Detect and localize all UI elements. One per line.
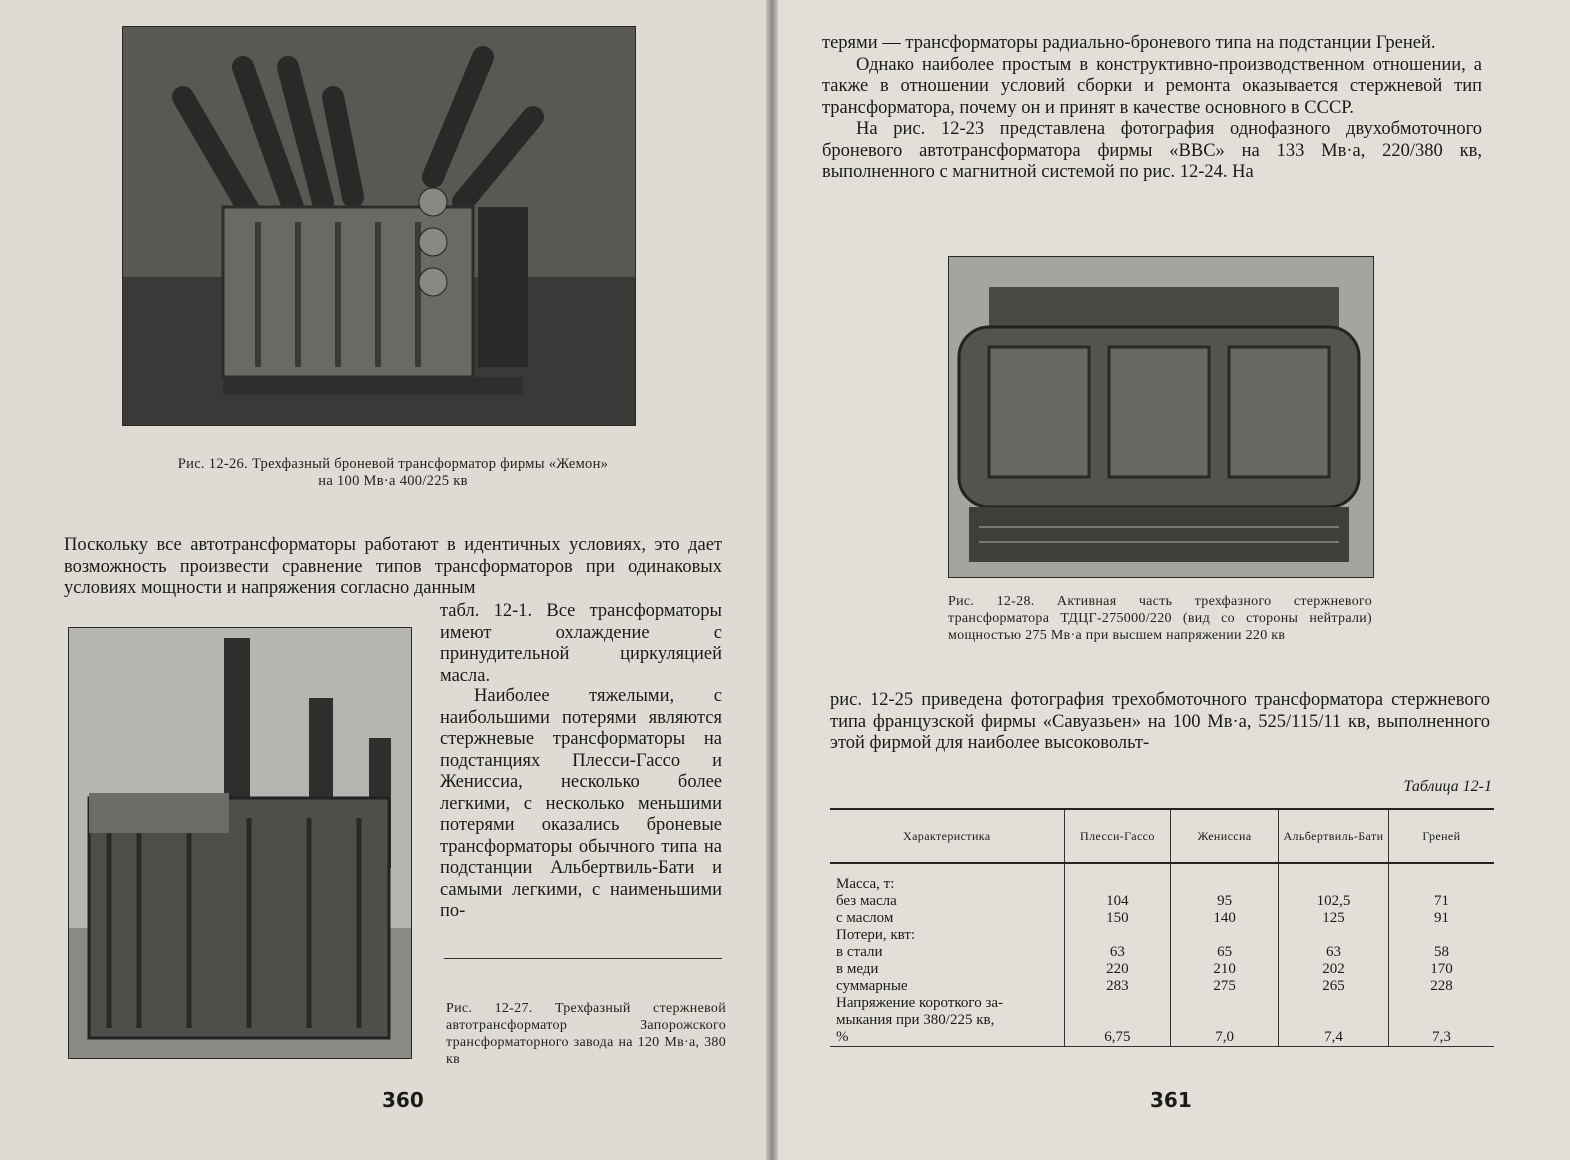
table-cell-value: 63 <box>1064 944 1171 961</box>
table-cell-value <box>1278 863 1388 893</box>
right-paragraph-top-1: терями — трансформаторы радиально-броневого типа на подстанции Греней. <box>822 33 1436 53</box>
table-cell-value: 58 <box>1388 944 1494 961</box>
table-header-cell: Характеристика <box>830 809 1064 863</box>
table-body <box>830 863 1494 1047</box>
table-12-1 <box>830 808 1494 1047</box>
right-paragraphs-top <box>822 33 1482 184</box>
table-row <box>830 944 1494 961</box>
table-cell-value: 104 <box>1064 893 1171 910</box>
left-paragraph-2 <box>440 686 722 923</box>
table-row-label: Масса, т: <box>836 876 895 892</box>
table-cell-value: 140 <box>1171 910 1279 927</box>
table-header-cell: Плесси-Гассо <box>1064 809 1171 863</box>
right-paragraph-mid <box>830 690 1490 755</box>
table-row <box>830 1029 1494 1047</box>
table-cell-value <box>1388 863 1494 893</box>
right-paragraph-top-3: На рис. 12-23 представлена фотография однофазного двухобмоточного броневого автотрансформатора фирмы «ВВС» на 133 Мв·а, 220/380 кв, выполненного с магнитной системой по рис. 12-24. На <box>822 119 1482 182</box>
table-cell-value: 95 <box>1171 893 1279 910</box>
table-row <box>830 995 1494 1012</box>
table-cell-value <box>1064 995 1171 1012</box>
left-paragraph-1-continuation-text: табл. 12-1. Все трансформаторы имеют охлаждение с принудительной циркуляцией масла. <box>440 601 722 686</box>
figure-12-28-caption-text: Рис. 12-28. Активная часть трехфазного стержневого трансформатора ТДЦГ-275000/220 (вид со стороны нейтрали) мощностью 275 Мв·а при высшем напряжении 220 кв <box>948 594 1372 643</box>
footnote-rule <box>444 958 722 959</box>
left-paragraph-1-text: Поскольку все автотрансформаторы работают в идентичных условиях, это дает возможность произвести сравнение типов трансформаторов при одинаковых условиях мощности и напряжения согласно данным <box>64 535 722 598</box>
table-cell-value <box>1171 863 1279 893</box>
book-gutter <box>766 0 778 1160</box>
table-row-label: % <box>836 1029 849 1045</box>
table-row-label: с маслом <box>836 910 894 926</box>
table-row <box>830 910 1494 927</box>
table-cell-value <box>1278 927 1388 944</box>
table-cell-value: 7,0 <box>1171 1029 1279 1047</box>
table-row <box>830 961 1494 978</box>
table-row-label: Напряжение короткого за- <box>836 995 1004 1011</box>
table-row-label: в стали <box>836 944 883 960</box>
table-cell-value: 275 <box>1171 978 1279 995</box>
figure-12-26-photo <box>122 26 636 426</box>
table-cell-value <box>1171 995 1279 1012</box>
figure-12-26-caption-line2: на 100 Мв·а 400/225 кв <box>318 473 468 489</box>
table-cell-value <box>1278 995 1388 1012</box>
table-row-label: без масла <box>836 893 897 909</box>
table-header-cell: Жениссиа <box>1171 809 1279 863</box>
table-cell-value <box>1064 927 1171 944</box>
table-row-label: Потери, квт: <box>836 927 916 943</box>
figure-12-28-photo <box>948 256 1374 578</box>
table-cell-value: 6,75 <box>1064 1029 1171 1047</box>
table-cell-value: 202 <box>1278 961 1388 978</box>
table-cell-value <box>1171 927 1279 944</box>
table-cell-value: 265 <box>1278 978 1388 995</box>
figure-12-28-caption <box>948 593 1372 644</box>
table-cell-value: 170 <box>1388 961 1494 978</box>
table-cell-value: 283 <box>1064 978 1171 995</box>
left-paragraph-2-text: Наиболее тяжелыми, с наибольшими потерями являются стержневые трансформаторы на подстанциях Плесси-Гассо и Жениссиа, несколько более легкими, с несколько меньшими потерями оказались броневые трансформаторы обычного типа на подстанции Альбертвиль-Бати и самыми легкими, с наименьшими по- <box>440 686 722 921</box>
table-header-cell: Альбертвиль-Бати <box>1278 809 1388 863</box>
table-row <box>830 927 1494 944</box>
table-cell-value: 63 <box>1278 944 1388 961</box>
table-cell-value: 220 <box>1064 961 1171 978</box>
table-cell-value <box>1064 1012 1171 1029</box>
left-paragraph-1-continuation <box>440 601 722 687</box>
table-cell-value: 7,3 <box>1388 1029 1494 1047</box>
figure-12-27-photo <box>68 627 412 1059</box>
table-row-label: мыкания при 380/225 кв, <box>836 1012 995 1028</box>
table-header-row <box>830 809 1494 863</box>
figure-12-26-caption <box>108 456 678 490</box>
table-cell-value: 102,5 <box>1278 893 1388 910</box>
table-cell-value <box>1171 1012 1279 1029</box>
figure-12-26-caption-line1: Рис. 12-26. Трехфазный броневой трансформатор фирмы «Жемон» <box>177 456 609 472</box>
right-page-number: 361 <box>1150 1088 1192 1112</box>
right-paragraph-top-2: Однако наиболее простым в конструктивно-производственном отношении, а также в отношении условий сборки и ремонта оказывается стержневой тип трансформатора, почему он и принят в качестве основного в СССР. <box>822 54 1482 118</box>
table-row <box>830 893 1494 910</box>
table-cell-value: 71 <box>1388 893 1494 910</box>
table-cell-value: 65 <box>1171 944 1279 961</box>
table-row <box>830 978 1494 995</box>
left-paragraph-1 <box>64 535 722 600</box>
table-cell-value: 125 <box>1278 910 1388 927</box>
table-cell-value <box>1388 927 1494 944</box>
figure-12-27-caption <box>446 1000 726 1068</box>
table-cell-value <box>1064 863 1171 893</box>
table-cell-value: 210 <box>1171 961 1279 978</box>
table-cell-value: 91 <box>1388 910 1494 927</box>
table-row-label: в меди <box>836 961 879 977</box>
figure-12-27-caption-text: Рис. 12-27. Трехфазный стержневой автотрансформатор Запорожского трансформаторного завода на 120 Мв·а, 380 кв <box>446 1001 726 1067</box>
table-title: Таблица 12-1 <box>1403 778 1492 795</box>
table-cell-value: 150 <box>1064 910 1171 927</box>
left-page-number: 360 <box>382 1088 424 1112</box>
table-row-label: суммарные <box>836 978 908 994</box>
table-cell-value <box>1388 1012 1494 1029</box>
table-header-cell: Греней <box>1388 809 1494 863</box>
table-cell-value: 7,4 <box>1278 1029 1388 1047</box>
right-paragraph-mid-text: рис. 12-25 приведена фотография трехобмоточного трансформатора стержневого типа французской фирмы «Савуазьен» на 100 Мв·а, 525/115/11 кв, выполненного этой фирмой для наиболее высоковольт- <box>830 690 1490 753</box>
table-cell-value <box>1278 1012 1388 1029</box>
table-cell-value: 228 <box>1388 978 1494 995</box>
table-cell-value <box>1388 995 1494 1012</box>
table-row <box>830 863 1494 893</box>
table-row <box>830 1012 1494 1029</box>
